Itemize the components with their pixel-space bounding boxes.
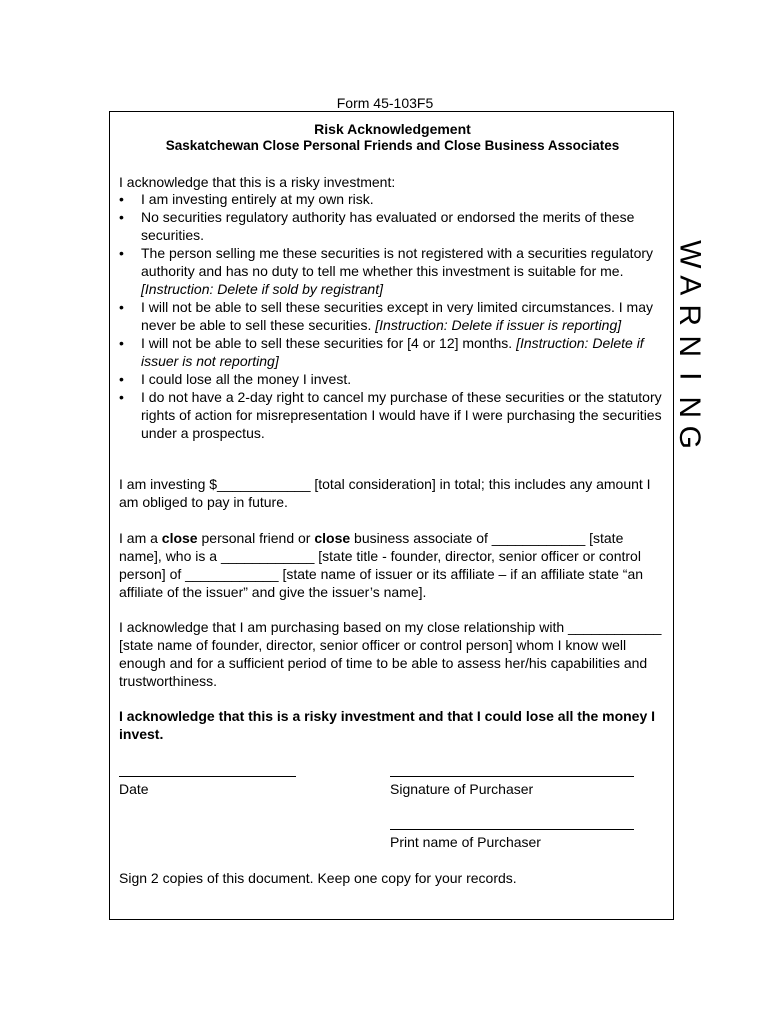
bullet-text: I will not be able to sell these securities except in very limited circumstances. I may never be able to sell these securities. [141, 299, 653, 333]
relationship-paragraph: I acknowledge that I am purchasing based on my close relationship with ____________ [state name of founder, director, senior officer or control person] whom I know well enough and for a sufficient period of time to be able to assess her/his capabilities and trustworthiness. [119, 619, 662, 689]
signature-line[interactable] [390, 776, 634, 777]
close-paragraph-text: business associate of ____________ [state name], who is a ____________ [state title - founder, director, senior officer or control person] of ____________ [state name of issuer or its affiliate – if an affiliate state “an affiliate of the issuer” and give the issuer’s name]. [119, 530, 644, 600]
acknowledgement-intro: I acknowledge that this is a risky investment: [119, 174, 396, 190]
close-emphasis: close [314, 530, 351, 546]
list-item [119, 334, 667, 370]
list-item [119, 208, 667, 244]
warning-letter: N [673, 395, 707, 418]
warning-letter: I [673, 372, 707, 381]
bullet-icon: • [119, 389, 124, 405]
final-acknowledgement: I acknowledge that this is a risky investment and that I could lose all the money I invest. [119, 708, 656, 742]
bullet-icon: • [119, 299, 124, 315]
print-name-label: Print name of Purchaser [390, 834, 541, 850]
form-number: Form 45-103F5 [336, 95, 434, 111]
date-line[interactable] [119, 776, 296, 777]
warning-letter: A [673, 274, 707, 295]
list-item [119, 388, 667, 442]
list-item [119, 190, 667, 208]
bullet-icon: • [119, 371, 124, 387]
warning-letter: R [673, 304, 707, 327]
risk-acknowledgement-box [109, 111, 674, 920]
bullet-text: I could lose all the money I invest. [141, 371, 352, 387]
form-subtitle: Saskatchewan Close Personal Friends and Close Business Associates [165, 138, 620, 153]
bullet-icon: • [119, 245, 124, 261]
warning-letter: W [673, 240, 707, 269]
warning-letter: G [673, 425, 707, 449]
close-paragraph-text: personal friend or [197, 530, 315, 546]
list-item [119, 370, 667, 388]
warning-vertical-text [673, 239, 707, 453]
warning-letter: N [673, 334, 707, 357]
close-paragraph-text: I am a [119, 530, 162, 546]
risk-bullet-list [119, 190, 667, 442]
bullet-text: I do not have a 2-day right to cancel my purchase of these securities or the statutory rights of action for misrepresentation I would have if I were purchasing the securities under a prospectus. [141, 389, 662, 441]
close-relationship-paragraph [119, 529, 667, 601]
bullet-text: I am investing entirely at my own risk. [141, 191, 374, 207]
bullet-icon: • [119, 191, 124, 207]
bullet-text: No securities regulatory authority has evaluated or endorsed the merits of these securities. [141, 209, 635, 243]
bullet-icon: • [119, 209, 124, 225]
bullet-instruction: [Instruction: Delete if issuer is not reporting] [141, 335, 644, 369]
bullet-instruction: [Instruction: Delete if issuer is reporting] [375, 317, 622, 333]
list-item [119, 298, 667, 334]
sign-instruction: Sign 2 copies of this document. Keep one copy for your records. [119, 870, 517, 886]
bullet-text: I will not be able to sell these securities for [4 or 12] months. [141, 335, 513, 351]
bullet-text: The person selling me these securities is not registered with a securities regulatory authority and has no duty to tell me whether this investment is suitable for me. [141, 245, 654, 279]
bullet-instruction: [Instruction: Delete if sold by registrant] [141, 281, 383, 297]
date-label: Date [119, 781, 149, 797]
close-emphasis: close [161, 530, 198, 546]
signature-label: Signature of Purchaser [390, 781, 534, 797]
investing-amount-paragraph: I am investing $____________ [total consideration] in total; this includes any amount I am obliged to pay in future. [119, 476, 651, 510]
bullet-icon: • [119, 335, 124, 351]
form-title: Risk Acknowledgement [314, 121, 471, 137]
print-name-line[interactable] [390, 829, 634, 830]
list-item [119, 244, 667, 298]
